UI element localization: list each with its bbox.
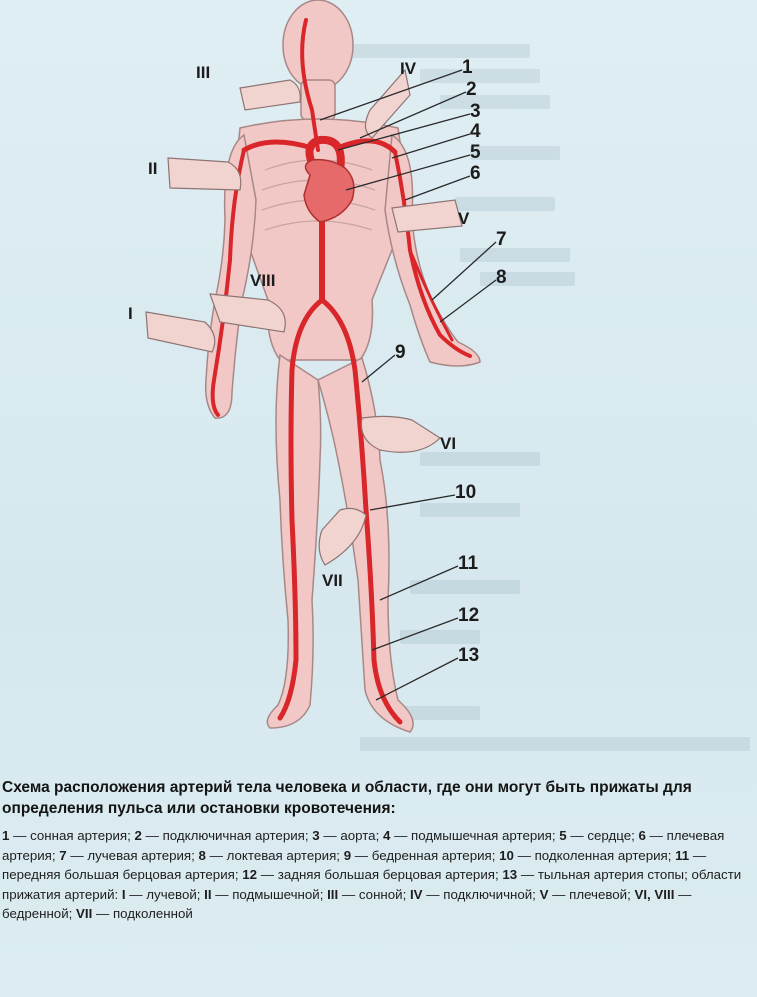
leader-9 [362, 355, 395, 382]
legend-artery-9: 9 — бедренная артерия; [343, 847, 500, 863]
leader-11 [380, 566, 458, 600]
artery-label-2: 2 [466, 79, 477, 100]
legend-artery-5: 5 — сердце; [559, 828, 639, 843]
legend-artery-12: 12 — задняя большая берцовая артерия; [242, 867, 503, 882]
legend-artery-4: 4 — подмышечная артерия; [382, 828, 560, 843]
artery-label-10: 10 [455, 482, 477, 503]
artery-label-11: 11 [458, 553, 479, 574]
pressure-label-V: V [458, 209, 470, 228]
hand-VI [361, 416, 440, 452]
legend-artery-6: 6 — плечевая артерия; [2, 828, 725, 863]
artery-label-8: 8 [496, 267, 507, 288]
legend-artery-7: 7 — лучевая артерия; [59, 847, 199, 863]
figure-caption [2, 777, 752, 924]
legend-region-VII: VII — подколенной [76, 906, 193, 921]
legend-regions-intro: области прижатия артерий: [2, 867, 742, 902]
head [283, 0, 353, 90]
leader-7 [432, 242, 496, 300]
leader-4 [392, 134, 470, 158]
artery-label-5: 5 [470, 142, 481, 163]
artery-label-7: 7 [496, 229, 507, 250]
legend-region-VI-VIII: VI, VIII — бедренной; [2, 886, 692, 921]
leader-8 [440, 280, 496, 322]
pressure-label-VII: VII [322, 571, 343, 590]
legend-artery-3: 3 — аорта; [312, 828, 383, 843]
legend-region-II: II — подмышечной; [204, 886, 328, 902]
pressure-label-VIII: VIII [250, 271, 276, 290]
legend-artery-2: 2 — подключичная артерия; [134, 828, 313, 843]
pressure-label-I: I [128, 304, 133, 323]
caption-legend [2, 826, 752, 924]
pressure-label-II: II [148, 159, 158, 178]
artery-label-1: 1 [462, 57, 473, 78]
legend-region-III: III — сонной; [327, 886, 410, 902]
legend-region-IV: IV — подключичной; [409, 886, 540, 902]
artery-label-13: 13 [458, 645, 480, 666]
artery-label-3: 3 [470, 101, 481, 122]
pressure-label-IV: IV [400, 59, 417, 78]
legend-artery-1: 1 — сонная артерия; [2, 828, 135, 843]
artery-label-6: 6 [470, 163, 481, 184]
legend-artery-13: 13 — тыльная артерия стопы; [502, 867, 692, 882]
hand-II [168, 158, 241, 190]
pressure-label-VI: VI [440, 434, 457, 453]
artery-label-4: 4 [470, 121, 481, 142]
hand-I [146, 312, 215, 352]
legend-region-V: V — плечевой; [539, 886, 635, 902]
leader-6 [405, 176, 470, 200]
hand-III [240, 80, 300, 110]
legend-artery-11: 11 — передняя большая берцовая артерия; [2, 847, 707, 882]
legend-artery-10: 10 — подколенная артерия; [499, 847, 676, 863]
pressure-label-III: III [196, 63, 211, 82]
legend-artery-8: 8 — локтевая артерия; [198, 847, 344, 863]
artery-label-12: 12 [458, 605, 480, 626]
artery-label-9: 9 [395, 342, 406, 363]
caption-title: Схема расположения артерий тела человека и области, где они могут быть прижаты для определения пульса или остановки кровотечения: [2, 779, 692, 817]
legend-region-I: I — лучевой; [121, 886, 205, 902]
